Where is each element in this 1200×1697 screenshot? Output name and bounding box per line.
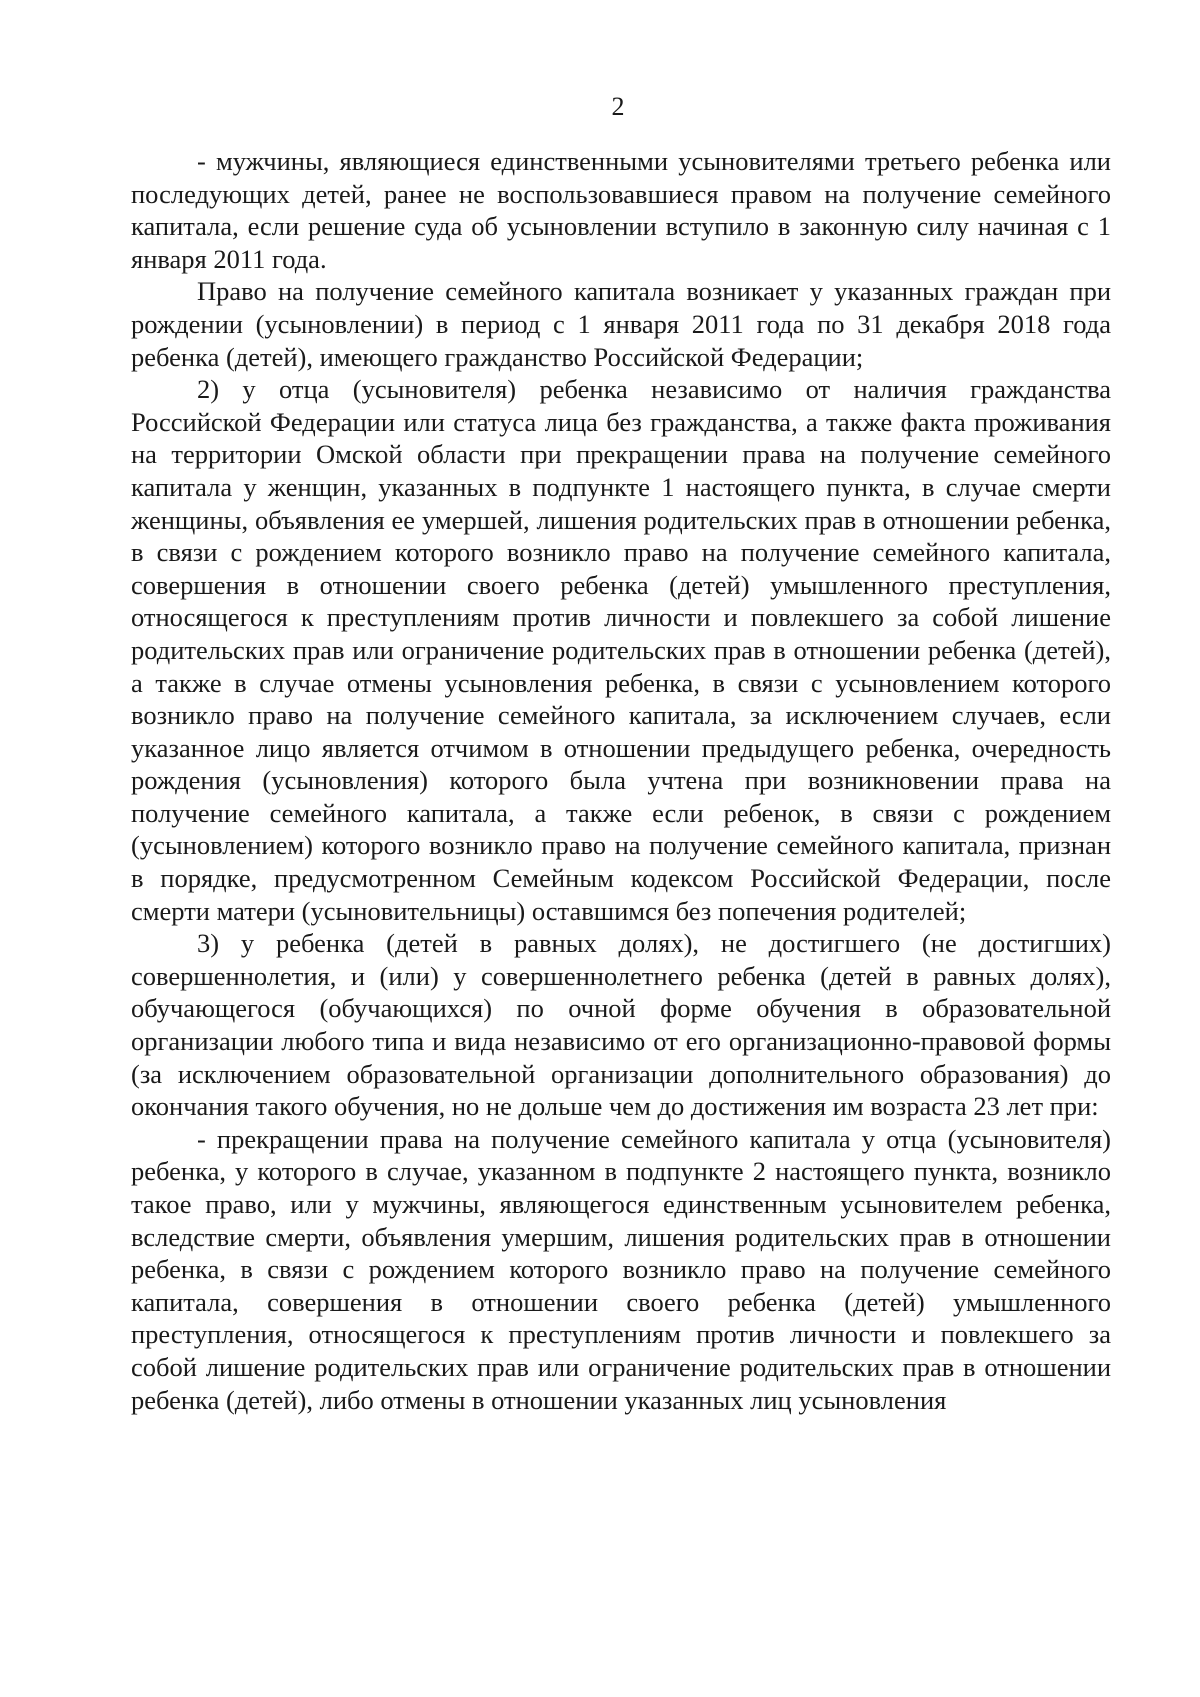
paragraph-item-2-father: 2) у отца (усыновителя) ребенка независимо от наличия гражданства Российской Федерации или статуса лица без гражданства, а также факта проживания на территории Омской области при прекращении права на получение семейного капитала у женщин, указанных в подпункте 1 настоящего пункта, в случае смерти женщины, объявления ее умершей, лишения родительских прав в отношении ребенка, в связи с рождением которого возникло право на получение семейного капитала, совершения в отношении своего ребенка (детей) умышленного преступления, относящегося к преступлениям против личности и повлекшего за собой лишение родительских прав или ограничение родительских прав в отношении ребенка (детей), а также в случае отмены усыновления ребенка, в связи с усыновлением которого возникло право на получение семейного капитала, за исключением случаев, если указанное лицо является отчимом в отношении предыдущего ребенка, очередность рождения (усыновления) которого была учтена при возникновении права на получение семейного капитала, а также если ребенок, в связи с рождением (усыновлением) которого возникло право на получение семейного капитала, признан в порядке, предусмотренном Семейным кодексом Российской Федерации, после смерти матери (усыновительницы) оставшимся без попечения родителей; — [131, 374, 1111, 926]
page-number: 2 — [611, 92, 625, 121]
paragraph-item-3-child: 3) у ребенка (детей в равных долях), не достигшего (не достигших) совершеннолетия, и (или) у совершеннолетнего ребенка (детей в равных долях), обучающегося (обучающихся) по очной форме обучения в образовательной организации любого типа и вида независимо от его организационно-правовой формы (за исключением образовательной организации дополнительного образования) до окончания такого обучения, но не дольше чем до достижения им возраста 23 лет при: — [131, 928, 1111, 1122]
document-body — [131, 145, 1111, 1416]
paragraph-termination-of-right: - прекращении права на получение семейного капитала у отца (усыновителя) ребенка, у которого в случае, указанном в подпункте 2 настоящего пункта, возникло такое право, или у мужчины, являющегося единственным усыновителем ребенка, вследствие смерти, объявления умершим, лишения родительских прав в отношении ребенка, в связи с рождением которого возникло право на получение семейного капитала, совершения в отношении своего ребенка (детей) умышленного преступления, относящегося к преступлениям против личности и повлекшего за собой лишение родительских прав или ограничение родительских прав в отношении ребенка (детей), либо отмены в отношении указанных лиц усыновления — [131, 1123, 1111, 1415]
paragraph-men-adopters: - мужчины, являющиеся единственными усыновителями третьего ребенка или последующих детей, ранее не воспользовавшиеся правом на получение семейного капитала, если решение суда об усыновлении вступило в законную силу начиная с 1 января 2011 года. — [131, 146, 1111, 274]
paragraph-right-period: Право на получение семейного капитала возникает у указанных граждан при рождении (усыновлении) в период с 1 января 2011 года по 31 декабря 2018 года ребенка (детей), имеющего гражданство Российской Федерации; — [131, 276, 1111, 372]
